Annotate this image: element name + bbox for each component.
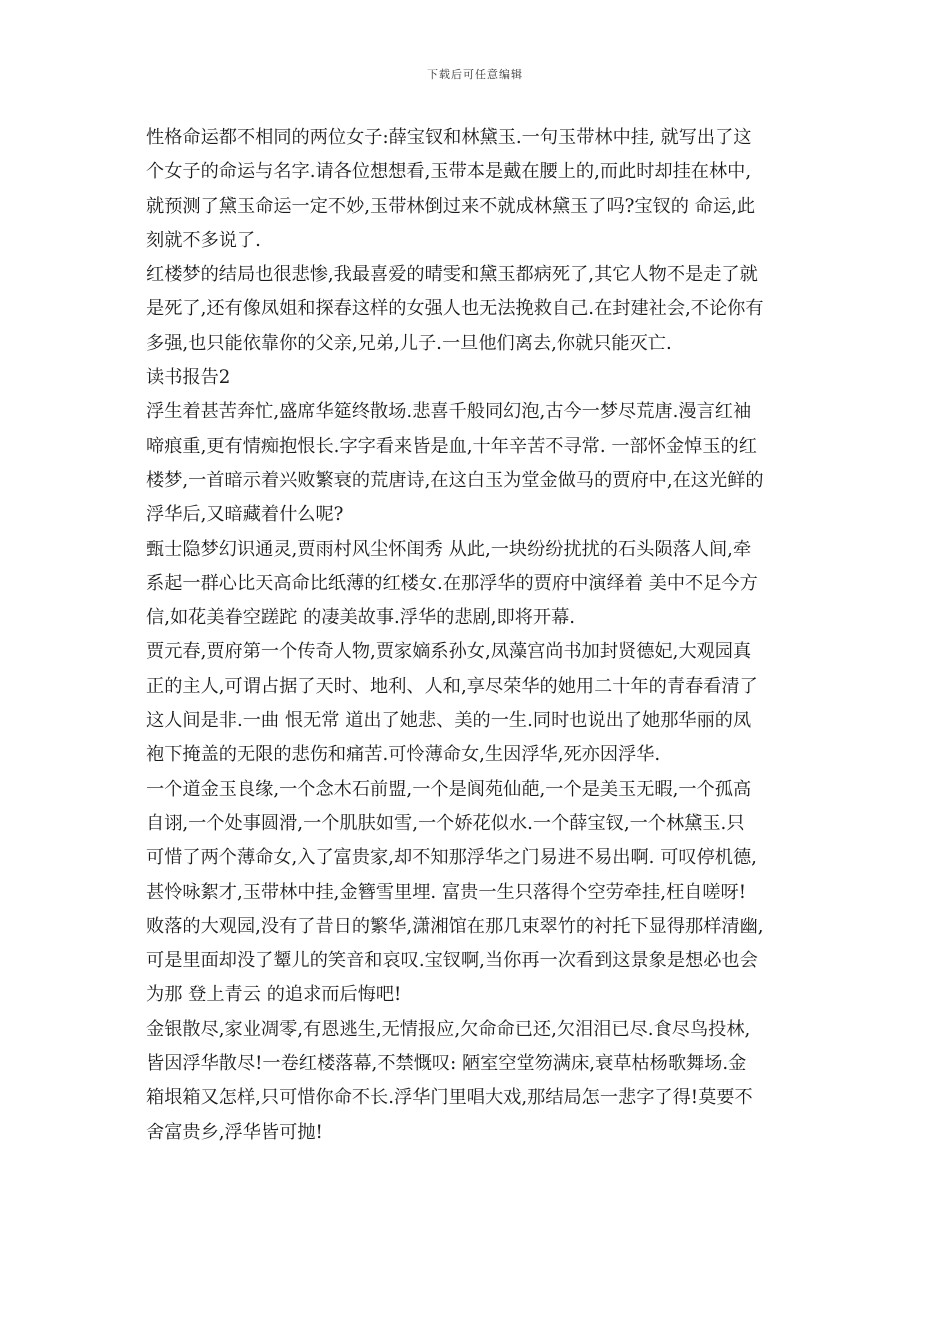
text-line: 红楼梦的结局也很悲惨,我最喜爱的晴雯和黛玉都病死了,其它人物不是走了就 — [146, 264, 758, 286]
text-line: 信,如花美眷空蹉跎 的凄美故事.浮华的悲剧,即将开幕. — [146, 607, 576, 629]
text-line: 可是里面却没了颦儿的笑音和哀叹.宝钗啊,当你再一次看到这景象是想必也会 — [146, 950, 758, 972]
text-line: 贾元春,贾府第一个传奇人物,贾家嫡系孙女,凤藻宫尚书加封贤德妃,大观园真 — [146, 641, 752, 663]
text-line: 刻就不多说了. — [146, 229, 261, 251]
text-line: 啼痕重,更有情痴抱恨长.字字看来皆是血,十年辛苦不寻常. 一部怀金悼玉的红 — [146, 435, 757, 457]
text-line: 为那 登上青云 的追求而后悔吧! — [146, 984, 402, 1006]
text-line: 是死了,还有像凤姐和探春这样的女强人也无法挽救自己.在封建社会,不论你有 — [146, 298, 764, 320]
text-line: 楼梦,一首暗示着兴败繁衰的荒唐诗,在这白玉为堂金做马的贾府中,在这光鲜的 — [146, 469, 764, 491]
text-line: 浮华后,又暗藏着什么呢? — [146, 504, 344, 526]
document-body — [146, 121, 814, 1150]
text-line: 袍下掩盖的无限的悲伤和痛苦.可怜薄命女,生因浮华,死亦因浮华. — [146, 744, 661, 766]
text-line: 金银散尽,家业凋零,有恩逃生,无情报应,欠命命已还,欠泪泪已尽.食尽鸟投林, — [146, 1018, 751, 1040]
text-line: 箱垠箱又怎样,只可惜你命不长.浮华门里唱大戏,那结局怎一悲字了得!莫要不 — [146, 1087, 753, 1109]
text-line: 自诩,一个处事圆滑,一个肌肤如雪,一个娇花似水.一个薛宝钗,一个林黛玉.只 — [146, 812, 745, 834]
text-line: 就预测了黛玉命运一定不妙,玉带林倒过来不就成林黛玉了吗?宝钗的 命运,此 — [146, 195, 756, 217]
text-line: 甄士隐梦幻识通灵,贾雨村风尘怀闺秀 从此,一块纷纷扰扰的石头陨落人间,牵 — [146, 538, 752, 560]
text-line: 性格命运都不相同的两位女子:薛宝钗和林黛玉.一句玉带林中挂, 就写出了这 — [146, 127, 752, 148]
text-line: 个女子的命运与名字.请各位想想看,玉带本是戴在腰上的,而此时却挂在林中, — [146, 161, 752, 183]
text-line: 这人间是非.一曲 恨无常 道出了她悲、美的一生.同时也说出了她那华丽的凤 — [146, 710, 752, 732]
text-line: 系起一群心比天高命比纸薄的红楼女.在那浮华的贾府中演绎着 美中不足今方 — [146, 572, 758, 594]
text-line: 一个道金玉良缘,一个念木石前盟,一个是阆苑仙葩,一个是美玉无暇,一个孤高 — [146, 778, 752, 800]
text-line: 可惜了两个薄命女,入了富贵家,却不知那浮华之门易进不易出啊. 可叹停机德, — [146, 847, 757, 869]
text-line: 正的主人,可谓占据了天时、地利、人和,享尽荣华的她用二十年的青春看清了 — [146, 675, 758, 697]
text-line: 败落的大观园,没有了昔日的繁华,潇湘馆在那几束翠竹的衬托下显得那样清幽, — [146, 915, 764, 937]
section-heading: 读书报告2 — [146, 367, 231, 389]
text-line: 浮生着甚苦奔忙,盛席华筵终散场.悲喜千般同幻泡,古今一梦尽荒唐.漫言红袖 — [146, 401, 752, 423]
text-line: 皆因浮华散尽!一卷红楼落幕,不禁慨叹: 陋室空堂笏满床,衰草枯杨歌舞场.金 — [146, 1053, 747, 1075]
text-line: 甚怜咏絮才,玉带林中挂,金簪雪里埋. 富贵一生只落得个空劳牵挂,枉自嗟呀! — [146, 881, 747, 903]
text-line: 舍富贵乡,浮华皆可抛! — [146, 1121, 323, 1143]
text-line: 多强,也只能依靠你的父亲,兄弟,儿子.一旦他们离去,你就只能灭亡. — [146, 332, 672, 354]
page-header: 下载后可任意编辑 — [427, 68, 523, 81]
